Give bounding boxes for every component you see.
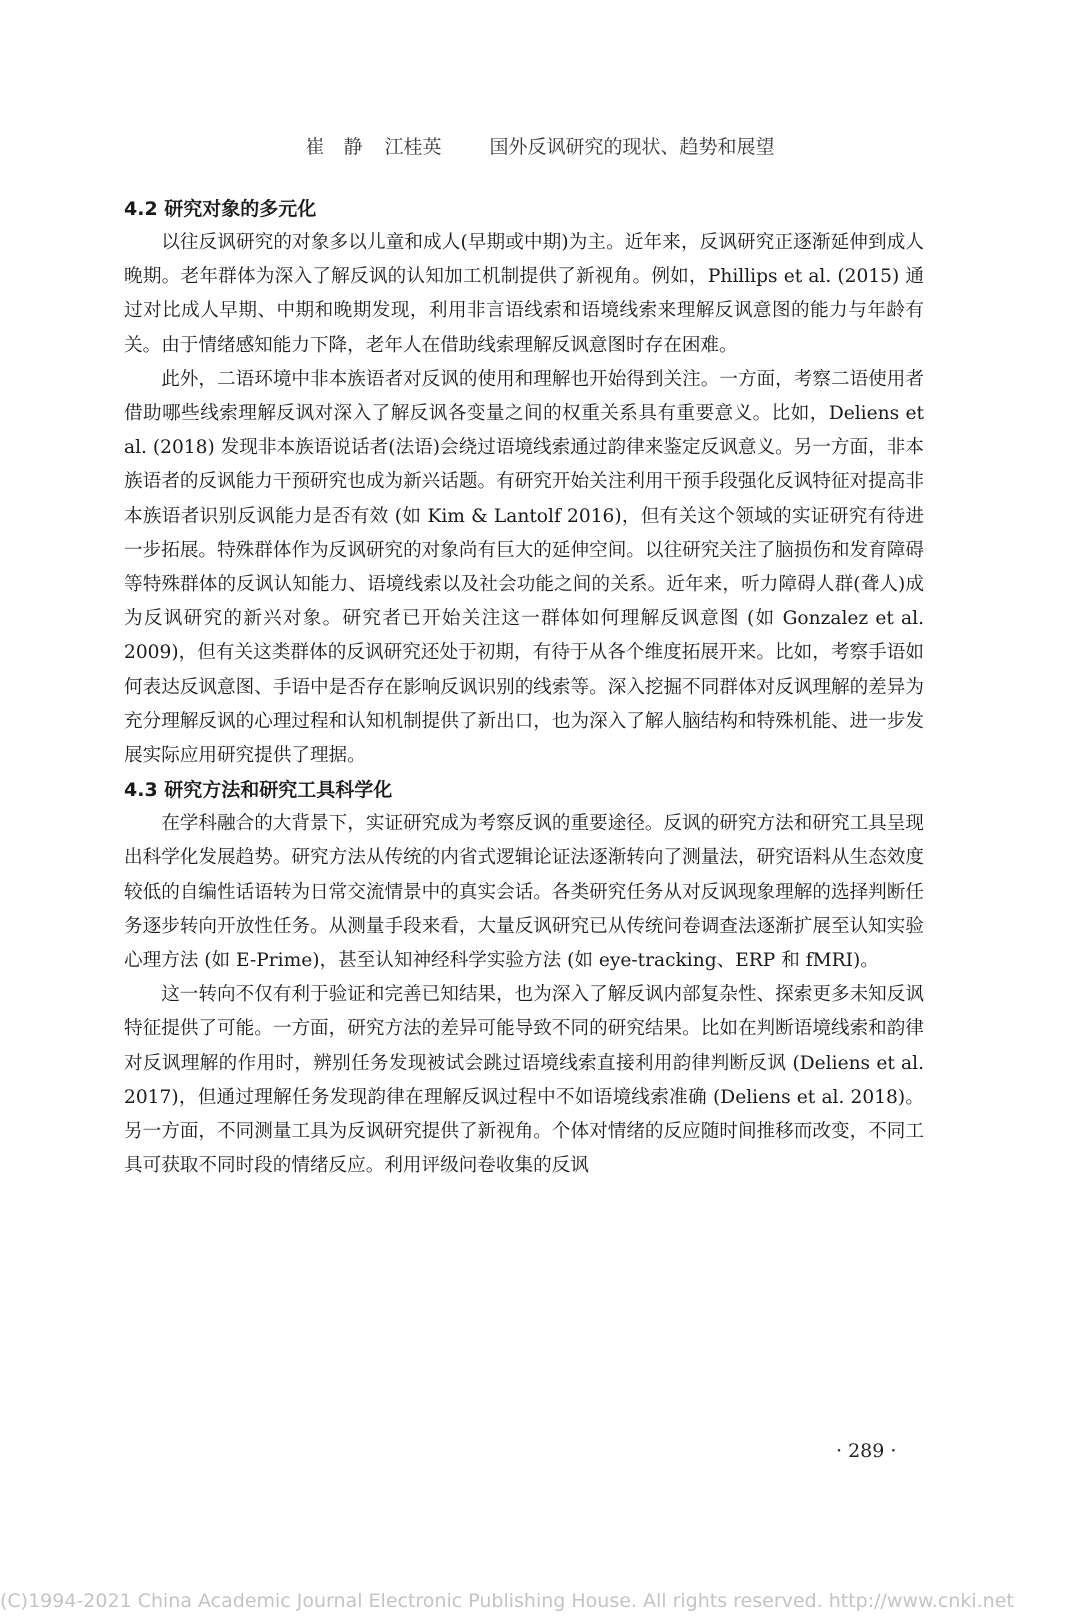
section-heading: 4.3 研究方法和研究工具科学化 <box>124 779 393 802</box>
running-head-title: 国外反讽研究的现状、趋势和展望 <box>489 136 775 158</box>
paragraph: 以往反讽研究的对象多以儿童和成人(早期或中期)为主。近年来，反讽研究正逐渐延伸到成人晚期。老年群体为深入了解反讽的认知加工机制提供了新视角。例如，Phillips et al. (2015) 通过对比成人早期、中期和晚期发现，利用非言语线索和语境线索来理解反讽意图的能力与年龄有关。由于情绪感知能力下降，老年人在借助线索理解反讽意图时存在困难。 <box>124 232 924 356</box>
paragraph: 此外，二语环境中非本族语者对反讽的使用和理解也开始得到关注。一方面，考察二语使用者借助哪些线索理解反讽对深入了解反讽各变量之间的权重关系具有重要意义。比如，Deliens et al. (2018) 发现非本族语说话者(法语)会绕过语境线索通过韵律来鉴定反讽意义。另一方面，非本族语者的反讽能力干预研究也成为新兴话题。有研究开始关注利用干预手段强化反讽特征对提高非本族语者识别反讽能力是否有效 (如 Kim & Lantolf 2016)，但有关这个领域的实证研究有待进一步拓展。特殊群体作为反讽研究的对象尚有巨大的延伸空间。以往研究关注了脑损伤和发育障碍等特殊群体的反讽认知能力、语境线索以及社会功能之间的关系。近年来，听力障碍人群(聋人)成为反讽研究的新兴对象。研究者已开始关注这一群体如何理解反讽意图 (如 Gonzalez et al. 2009)，但有关这类群体的反讽研究还处于初期，有待于从各个维度拓展开来。比如，考察手语如何表达反讽意图、手语中是否存在影响反讽识别的线索等。深入挖掘不同群体对反讽理解的差异为充分理解反讽的心理过程和认知机制提供了新出口，也为深入了解人脑结构和特殊机能、进一步发展实际应用研究提供了理据。 <box>124 368 924 767</box>
running-head-author-2: 江桂英 <box>384 136 442 158</box>
section-4-2 <box>124 192 924 773</box>
paragraph: 这一转向不仅有利于验证和完善已知结果，也为深入了解反讽内部复杂性、探索更多未知反讽特征提供了可能。一方面，研究方法的差异可能导致不同的研究结果。比如在判断语境线索和韵律对反讽理解的作用时，辨别任务发现被试会跳过语境线索直接利用韵律判断反讽 (Deliens et al. 2017)，但通过理解任务发现韵律在理解反讽过程中不如语境线索准确 (Deliens et al. 2018)。另一方面，不同测量工具为反讽研究提供了新视角。个体对情绪的反应随时间推移而改变，不同工具可获取不同时段的情绪反应。利用评级问卷收集的反讽 <box>124 984 924 1177</box>
running-head-author-1: 崔 静 <box>305 136 363 158</box>
running-head <box>0 132 1080 159</box>
section-4-3 <box>124 773 924 1183</box>
section-heading: 4.2 研究对象的多元化 <box>124 198 317 220</box>
copyright-watermark: (C)1994-2021 China Academic Journal Electronic Publishing House. All rights reserved. http://www.cnki.net <box>0 1590 1014 1612</box>
article-body <box>124 192 924 1183</box>
page-number: · 289 · <box>836 1440 897 1462</box>
paragraph: 在学科融合的大背景下，实证研究成为考察反讽的重要途径。反讽的研究方法和研究工具呈现出科学化发展趋势。研究方法从传统的内省式逻辑论证法逐渐转向了测量法，研究语料从生态效度较低的自编性话语转为日常交流情景中的真实会话。各类研究任务从对反讽现象理解的选择判断任务逐步转向开放性任务。从测量手段来看，大量反讽研究已从传统问卷调查法逐渐扩展至认知实验心理方法 (如 E-Prime)，甚至认知神经科学实验方法 (如 eye-tracking、ERP 和 fMRI)。 <box>124 813 924 972</box>
